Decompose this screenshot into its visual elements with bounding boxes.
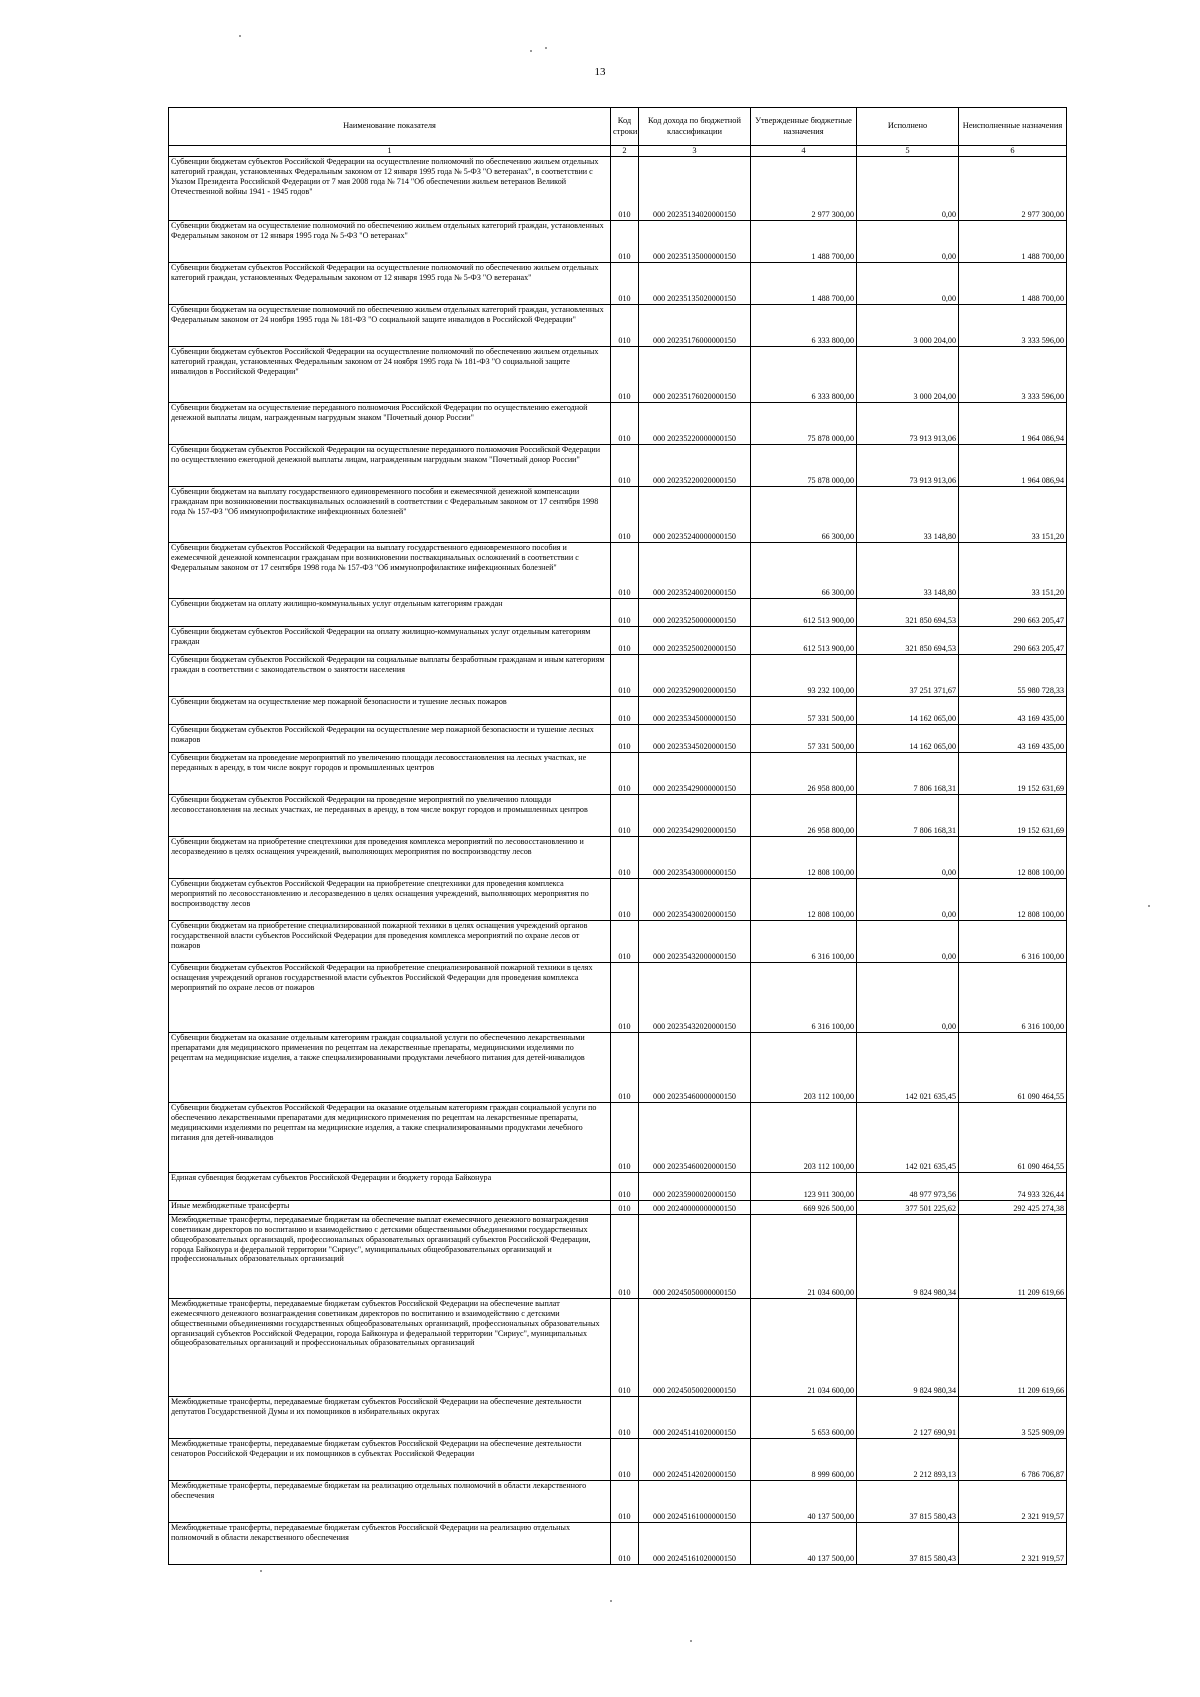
row-code: 010 [611, 879, 639, 921]
executed-value: 0,00 [857, 157, 959, 221]
approved-value: 1 488 700,00 [751, 263, 857, 305]
header-executed: Исполнено [857, 108, 959, 146]
approved-value: 203 112 100,00 [751, 1033, 857, 1103]
table-row [169, 543, 1067, 599]
income-code: 000 20240000000000150 [639, 1201, 751, 1215]
table-row [169, 837, 1067, 879]
row-code: 010 [611, 1439, 639, 1481]
unexecuted-value: 12 808 100,00 [959, 837, 1067, 879]
approved-value: 6 333 800,00 [751, 347, 857, 403]
row-name: Межбюджетные трансферты, передаваемые бюджетам на реализацию отдельных полномочий в области лекарственного обеспечения [169, 1481, 611, 1523]
row-name: Субвенции бюджетам субъектов Российской Федерации на социальные выплаты безработным гражданам и иным категориям граждан в соответствии с законодательством о занятости населения [169, 655, 611, 697]
row-name: Субвенции бюджетам на приобретение спецтехники для проведения комплекса мероприятий по лесовосстановлению и лесоразведению в целях оснащения учреждений, выполняющих мероприятия по воспроизводству лесов [169, 837, 611, 879]
income-code: 000 20235460020000150 [639, 1103, 751, 1173]
header-unexecuted: Неисполненные назначения [959, 108, 1067, 146]
executed-value: 0,00 [857, 221, 959, 263]
approved-value: 6 316 100,00 [751, 963, 857, 1033]
column-index-row [169, 146, 1067, 157]
income-code: 000 20235135020000150 [639, 263, 751, 305]
row-code: 010 [611, 753, 639, 795]
row-name: Субвенции бюджетам субъектов Российской Федерации на осуществление мер пожарной безопасности и тушение лесных пожаров [169, 725, 611, 753]
table-row [169, 221, 1067, 263]
approved-value: 66 300,00 [751, 487, 857, 543]
unexecuted-value: 3 333 596,00 [959, 305, 1067, 347]
executed-value: 2 127 690,91 [857, 1397, 959, 1439]
header-row-code: Код строки [611, 108, 639, 146]
row-code: 010 [611, 795, 639, 837]
approved-value: 40 137 500,00 [751, 1523, 857, 1565]
row-name: Субвенции бюджетам субъектов Российской Федерации на осуществление полномочий по обеспечению жильем отдельных категорий граждан, установленных Федеральным законом от 12 января 1995 года № 5-ФЗ "О ветеранах" [169, 263, 611, 305]
table-row [169, 1299, 1067, 1397]
header-approved: Утвержденные бюджетные назначения [751, 108, 857, 146]
row-code: 010 [611, 543, 639, 599]
row-code: 010 [611, 921, 639, 963]
approved-value: 5 653 600,00 [751, 1397, 857, 1439]
table-row [169, 1033, 1067, 1103]
column-index: 3 [639, 146, 751, 157]
row-name: Субвенции бюджетам на оказание отдельным категориям граждан социальной услуги по обеспечению лекарственными препаратами для медицинского применения по рецептам на лекарственные препараты, медицинскими изделиями по рецептам на медицинские изделия, а также специализированными продуктами лечебного питания для детей-инвалидов [169, 1033, 611, 1103]
income-code: 000 20235432000000150 [639, 921, 751, 963]
approved-value: 75 878 000,00 [751, 403, 857, 445]
row-code: 010 [611, 725, 639, 753]
table-row [169, 753, 1067, 795]
unexecuted-value: 2 321 919,57 [959, 1481, 1067, 1523]
income-code: 000 20235430000000150 [639, 837, 751, 879]
row-name: Субвенции бюджетам субъектов Российской Федерации на приобретение специализированной пожарной техники в целях оснащения учреждений органов государственной власти субъектов Российской Федерации для проведения комплекса мероприятий по охране лесов от пожаров [169, 963, 611, 1033]
row-code: 010 [611, 1523, 639, 1565]
income-code: 000 20235240020000150 [639, 543, 751, 599]
row-code: 010 [611, 1397, 639, 1439]
income-code: 000 20235430020000150 [639, 879, 751, 921]
executed-value: 0,00 [857, 837, 959, 879]
approved-value: 612 513 900,00 [751, 599, 857, 627]
table-row [169, 921, 1067, 963]
column-index: 5 [857, 146, 959, 157]
unexecuted-value: 19 152 631,69 [959, 753, 1067, 795]
executed-value: 9 824 980,34 [857, 1215, 959, 1299]
row-name: Иные межбюджетные трансферты [169, 1201, 611, 1215]
row-code: 010 [611, 1481, 639, 1523]
row-name: Субвенции бюджетам субъектов Российской Федерации на осуществление полномочий по обеспечению жильем отдельных категорий граждан, установленных Федеральным законом от 24 ноября 1995 года № 181-ФЗ "О социальной защите инвалидов в Российской Федерации" [169, 347, 611, 403]
executed-value: 33 148,80 [857, 543, 959, 599]
executed-value: 48 977 973,56 [857, 1173, 959, 1201]
approved-value: 12 808 100,00 [751, 879, 857, 921]
executed-value: 142 021 635,45 [857, 1103, 959, 1173]
executed-value: 321 850 694,53 [857, 627, 959, 655]
row-name: Субвенции бюджетам на выплату государственного единовременного пособия и ежемесячной денежной компенсации гражданам при возникновении поствакцинальных осложнений в соответствии с Федеральным законом от 17 сентября 1998 года № 157-ФЗ "Об иммунопрофилактике инфекционных болезней" [169, 487, 611, 543]
column-index: 6 [959, 146, 1067, 157]
table-row [169, 1523, 1067, 1565]
unexecuted-value: 3 525 909,09 [959, 1397, 1067, 1439]
approved-value: 57 331 500,00 [751, 697, 857, 725]
executed-value: 37 815 580,43 [857, 1523, 959, 1565]
approved-value: 6 316 100,00 [751, 921, 857, 963]
unexecuted-value: 33 151,20 [959, 487, 1067, 543]
table-row [169, 263, 1067, 305]
table-row [169, 795, 1067, 837]
unexecuted-value: 290 663 205,47 [959, 599, 1067, 627]
unexecuted-value: 61 090 464,55 [959, 1103, 1067, 1173]
approved-value: 75 878 000,00 [751, 445, 857, 487]
table-row [169, 487, 1067, 543]
table-row [169, 445, 1067, 487]
executed-value: 37 815 580,43 [857, 1481, 959, 1523]
income-code: 000 20235176020000150 [639, 347, 751, 403]
row-code: 010 [611, 1103, 639, 1173]
income-code: 000 20245161000000150 [639, 1481, 751, 1523]
unexecuted-value: 2 321 919,57 [959, 1523, 1067, 1565]
unexecuted-value: 6 316 100,00 [959, 963, 1067, 1033]
approved-value: 669 926 500,00 [751, 1201, 857, 1215]
executed-value: 7 806 168,31 [857, 795, 959, 837]
income-code: 000 20235250020000150 [639, 627, 751, 655]
approved-value: 21 034 600,00 [751, 1299, 857, 1397]
unexecuted-value: 11 209 619,66 [959, 1215, 1067, 1299]
income-code: 000 20235250000000150 [639, 599, 751, 627]
income-code: 000 20245141020000150 [639, 1397, 751, 1439]
row-code: 010 [611, 655, 639, 697]
row-name: Субвенции бюджетам на оплату жилищно-коммунальных услуг отдельным категориям граждан [169, 599, 611, 627]
approved-value: 2 977 300,00 [751, 157, 857, 221]
table-row [169, 1215, 1067, 1299]
approved-value: 21 034 600,00 [751, 1215, 857, 1299]
row-name: Субвенции бюджетам субъектов Российской Федерации на осуществление переданного полномочия Российской Федерации по осуществлению ежегодной денежной выплаты лицам, награжденным нагрудным знаком "Почетный донор России" [169, 445, 611, 487]
income-code: 000 20245142020000150 [639, 1439, 751, 1481]
unexecuted-value: 290 663 205,47 [959, 627, 1067, 655]
row-name: Межбюджетные трансферты, передаваемые бюджетам субъектов Российской Федерации на реализацию отдельных полномочий в области лекарственного обеспечения [169, 1523, 611, 1565]
table-row [169, 1173, 1067, 1201]
row-name: Единая субвенция бюджетам субъектов Российской Федерации и бюджету города Байконура [169, 1173, 611, 1201]
executed-value: 14 162 065,00 [857, 697, 959, 725]
row-code: 010 [611, 1173, 639, 1201]
table-row [169, 403, 1067, 445]
unexecuted-value: 2 977 300,00 [959, 157, 1067, 221]
row-name: Субвенции бюджетам субъектов Российской Федерации на проведение мероприятий по увеличению площади лесовосстановления на лесных участках, не переданных в аренду, в том числе вокруг городов и промышленных центров [169, 795, 611, 837]
unexecuted-value: 74 933 326,44 [959, 1173, 1067, 1201]
income-code: 000 20235240000000150 [639, 487, 751, 543]
row-code: 010 [611, 1215, 639, 1299]
executed-value: 73 913 913,06 [857, 403, 959, 445]
unexecuted-value: 292 425 274,38 [959, 1201, 1067, 1215]
table-row [169, 627, 1067, 655]
approved-value: 203 112 100,00 [751, 1103, 857, 1173]
unexecuted-value: 1 964 086,94 [959, 403, 1067, 445]
executed-value: 14 162 065,00 [857, 725, 959, 753]
executed-value: 377 501 225,62 [857, 1201, 959, 1215]
executed-value: 0,00 [857, 921, 959, 963]
row-code: 010 [611, 487, 639, 543]
executed-value: 73 913 913,06 [857, 445, 959, 487]
approved-value: 26 958 800,00 [751, 795, 857, 837]
table-row [169, 1103, 1067, 1173]
unexecuted-value: 19 152 631,69 [959, 795, 1067, 837]
row-name: Субвенции бюджетам субъектов Российской Федерации на оплату жилищно-коммунальных услуг отдельным категориям граждан [169, 627, 611, 655]
unexecuted-value: 55 980 728,33 [959, 655, 1067, 697]
approved-value: 123 911 300,00 [751, 1173, 857, 1201]
executed-value: 0,00 [857, 879, 959, 921]
executed-value: 3 000 204,00 [857, 305, 959, 347]
row-code: 010 [611, 347, 639, 403]
row-code: 010 [611, 1299, 639, 1397]
income-code: 000 20235345020000150 [639, 725, 751, 753]
table-row [169, 599, 1067, 627]
income-code: 000 20245050000000150 [639, 1215, 751, 1299]
executed-value: 33 148,80 [857, 487, 959, 543]
row-name: Субвенции бюджетам субъектов Российской Федерации на выплату государственного единовременного пособия и ежемесячной денежной компенсации гражданам при возникновении поствакцинальных осложнений в соответствии с Федеральным законом от 17 сентября 1998 года № 157-ФЗ "Об иммунопрофилактике инфекционных болезней" [169, 543, 611, 599]
table-row [169, 1439, 1067, 1481]
income-code: 000 20235432020000150 [639, 963, 751, 1033]
income-code: 000 20245161020000150 [639, 1523, 751, 1565]
unexecuted-value: 61 090 464,55 [959, 1033, 1067, 1103]
table-row [169, 963, 1067, 1033]
row-name: Субвенции бюджетам на осуществление полномочий по обеспечению жильем отдельных категорий граждан, установленных Федеральным законом от 12 января 1995 года № 5-ФЗ "О ветеранах" [169, 221, 611, 263]
table-row [169, 347, 1067, 403]
row-name: Субвенции бюджетам субъектов Российской Федерации на осуществление полномочий по обеспечению жильем отдельных категорий граждан, установленных Федеральным законом от 12 января 1995 года № 5-ФЗ "О ветеранах", в соответствии с Указом Президента Российской Федерации от 7 мая 2008 года № 714 "Об обеспечении жильем ветеранов Великой Отечественной войны 1941 - 1945 годов" [169, 157, 611, 221]
executed-value: 2 212 893,13 [857, 1439, 959, 1481]
income-code: 000 20235220000000150 [639, 403, 751, 445]
approved-value: 12 808 100,00 [751, 837, 857, 879]
approved-value: 93 232 100,00 [751, 655, 857, 697]
table-row [169, 725, 1067, 753]
row-code: 010 [611, 697, 639, 725]
column-index: 1 [169, 146, 611, 157]
row-code: 010 [611, 157, 639, 221]
income-code: 000 20235220020000150 [639, 445, 751, 487]
approved-value: 1 488 700,00 [751, 221, 857, 263]
table-row [169, 697, 1067, 725]
table-row [169, 1481, 1067, 1523]
row-name: Субвенции бюджетам на проведение мероприятий по увеличению площади лесовосстановления на лесных участках, не переданных в аренду, в том числе вокруг городов и промышленных центров [169, 753, 611, 795]
unexecuted-value: 1 964 086,94 [959, 445, 1067, 487]
table-row [169, 655, 1067, 697]
table-row [169, 157, 1067, 221]
executed-value: 321 850 694,53 [857, 599, 959, 627]
unexecuted-value: 6 316 100,00 [959, 921, 1067, 963]
income-code: 000 20235134020000150 [639, 157, 751, 221]
executed-value: 9 824 980,34 [857, 1299, 959, 1397]
row-name: Субвенции бюджетам на приобретение специализированной пожарной техники в целях оснащения учреждений органов государственной власти субъектов Российской Федерации для проведения комплекса мероприятий по охране лесов от пожаров [169, 921, 611, 963]
row-code: 010 [611, 305, 639, 347]
unexecuted-value: 11 209 619,66 [959, 1299, 1067, 1397]
income-code: 000 20245050020000150 [639, 1299, 751, 1397]
table-row [169, 1397, 1067, 1439]
approved-value: 40 137 500,00 [751, 1481, 857, 1523]
income-code: 000 20235345000000150 [639, 697, 751, 725]
approved-value: 612 513 900,00 [751, 627, 857, 655]
income-code: 000 20235290020000150 [639, 655, 751, 697]
approved-value: 26 958 800,00 [751, 753, 857, 795]
income-code: 000 20235176000000150 [639, 305, 751, 347]
row-code: 010 [611, 627, 639, 655]
table-row [169, 305, 1067, 347]
row-code: 010 [611, 263, 639, 305]
row-code: 010 [611, 445, 639, 487]
unexecuted-value: 1 488 700,00 [959, 263, 1067, 305]
row-name: Межбюджетные трансферты, передаваемые бюджетам субъектов Российской Федерации на обеспечение деятельности депутатов Государственной Думы и их помощников в избирательных округах [169, 1397, 611, 1439]
row-code: 010 [611, 599, 639, 627]
row-code: 010 [611, 837, 639, 879]
column-index: 4 [751, 146, 857, 157]
row-code: 010 [611, 221, 639, 263]
unexecuted-value: 6 786 706,87 [959, 1439, 1067, 1481]
page-number: 13 [594, 66, 606, 78]
income-code: 000 20235460000000150 [639, 1033, 751, 1103]
executed-value: 7 806 168,31 [857, 753, 959, 795]
row-name: Межбюджетные трансферты, передаваемые бюджетам субъектов Российской Федерации на обеспечение деятельности сенаторов Российской Федерации и их помощников в субъектах Российской Федерации [169, 1439, 611, 1481]
table-header-row [169, 108, 1067, 146]
row-code: 010 [611, 1033, 639, 1103]
header-income-code: Код дохода по бюджетной классификации [639, 108, 751, 146]
executed-value: 3 000 204,00 [857, 347, 959, 403]
unexecuted-value: 43 169 435,00 [959, 725, 1067, 753]
unexecuted-value: 1 488 700,00 [959, 221, 1067, 263]
unexecuted-value: 12 808 100,00 [959, 879, 1067, 921]
row-code: 010 [611, 963, 639, 1033]
header-indicator-name: Наименование показателя [169, 108, 611, 146]
income-code: 000 20235900020000150 [639, 1173, 751, 1201]
table-row [169, 1201, 1067, 1215]
approved-value: 66 300,00 [751, 543, 857, 599]
executed-value: 37 251 371,67 [857, 655, 959, 697]
row-name: Субвенции бюджетам на осуществление мер пожарной безопасности и тушение лесных пожаров [169, 697, 611, 725]
row-name: Субвенции бюджетам на осуществление полномочий по обеспечению жильем отдельных категорий граждан, установленных Федеральным законом от 24 ноября 1995 года № 181-ФЗ "О социальной защите инвалидов в Российской Федерации" [169, 305, 611, 347]
unexecuted-value: 33 151,20 [959, 543, 1067, 599]
row-name: Субвенции бюджетам субъектов Российской Федерации на приобретение спецтехники для проведения комплекса мероприятий по лесовосстановлению и лесоразведению в целях оснащения учреждений, выполняющих мероприятия по воспроизводству лесов [169, 879, 611, 921]
row-name: Межбюджетные трансферты, передаваемые бюджетам на обеспечение выплат ежемесячного денежного вознаграждения советникам директоров по воспитанию и взаимодействию с детскими общественными объединениями государственных общеобразовательных организаций, профессиональных образовательных организаций субъектов Российской Федерации, города Байконура и федеральной территории "Сириус", муниципальных общеобразовательных организаций и профессиональных образовательных организаций [169, 1215, 611, 1299]
row-name: Межбюджетные трансферты, передаваемые бюджетам субъектов Российской Федерации на обеспечение выплат ежемесячного денежного вознаграждения советникам директоров по воспитанию и взаимодействию с детскими общественными объединениями государственных общеобразовательных организаций, профессиональных образовательных организаций субъектов Российской Федерации, города Байконура и федеральной территории "Сириус", муниципальных общеобразовательных организаций и профессиональных образовательных организаций [169, 1299, 611, 1397]
unexecuted-value: 3 333 596,00 [959, 347, 1067, 403]
executed-value: 0,00 [857, 963, 959, 1033]
row-code: 010 [611, 1201, 639, 1215]
table-row [169, 879, 1067, 921]
income-code: 000 20235429020000150 [639, 795, 751, 837]
budget-execution-table [168, 107, 1067, 1565]
income-code: 000 20235135000000150 [639, 221, 751, 263]
row-code: 010 [611, 403, 639, 445]
approved-value: 8 999 600,00 [751, 1439, 857, 1481]
executed-value: 142 021 635,45 [857, 1033, 959, 1103]
column-index: 2 [611, 146, 639, 157]
row-name: Субвенции бюджетам на осуществление переданного полномочия Российской Федерации по осуществлению ежегодной денежной выплаты лицам, награжденным нагрудным знаком "Почетный донор России" [169, 403, 611, 445]
approved-value: 6 333 800,00 [751, 305, 857, 347]
row-name: Субвенции бюджетам субъектов Российской Федерации на оказание отдельным категориям граждан социальной услуги по обеспечению лекарственными препаратами для медицинского применения по рецептам на лекарственные препараты, медицинскими изделиями по рецептам на медицинские изделия, а также специализированными продуктами лечебного питания для детей-инвалидов [169, 1103, 611, 1173]
income-code: 000 20235429000000150 [639, 753, 751, 795]
approved-value: 57 331 500,00 [751, 725, 857, 753]
executed-value: 0,00 [857, 263, 959, 305]
unexecuted-value: 43 169 435,00 [959, 697, 1067, 725]
